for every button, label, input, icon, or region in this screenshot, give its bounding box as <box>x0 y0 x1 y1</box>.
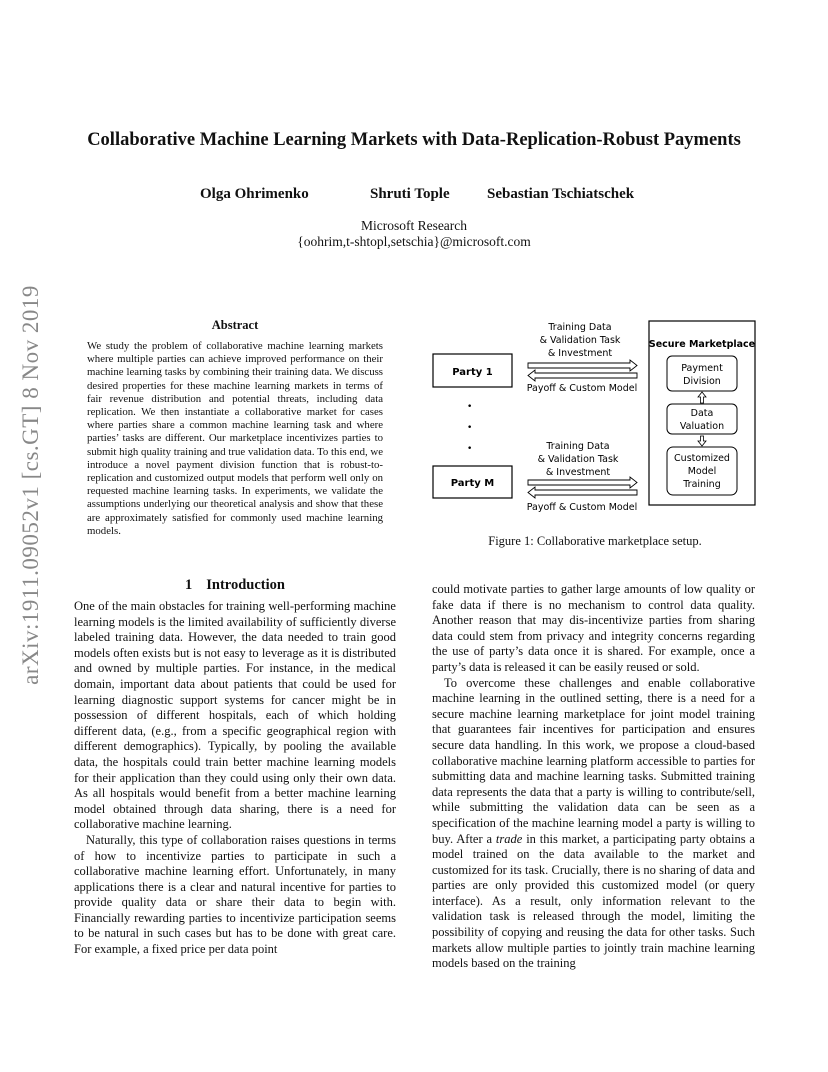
payment-division-line2: Division <box>683 376 721 387</box>
data-valuation-line2: Valuation <box>679 421 725 432</box>
column-left <box>74 599 396 958</box>
payoff-label-1: Payoff & Custom Model <box>526 383 638 394</box>
section-number: 1 <box>185 577 193 593</box>
arrow-to-market-m <box>528 477 637 488</box>
figure-caption: Figure 1: Collaborative marketplace setup. <box>488 534 702 548</box>
data-valuation-line1: Data <box>690 408 714 419</box>
ellipsis-dot-1: • <box>467 402 473 412</box>
send-label-m-line2: & Validation Task <box>537 454 619 465</box>
send-label-m-line1: Training Data <box>546 441 610 452</box>
ellipsis-dot-2: • <box>467 423 473 433</box>
customized-line2: Model <box>687 466 717 477</box>
section-heading <box>74 577 396 594</box>
arrow-to-market-1 <box>528 360 637 371</box>
ellipsis-dot-3: • <box>467 444 473 454</box>
send-label-m-line3: & Investment <box>545 467 611 478</box>
marketplace-diagram <box>430 318 760 528</box>
paragraph-part: in this market, a participating party obtains a model trained on the data available to the market and customized for its task. Crucially, there is no sharing of data and parties are only provided this customized model (or query interface). As a result, only information relevant to the validation task is released through the model, limiting the possibility of copying and reusing the data for other tasks. Such markets allow multiple parties to jointly train machine learning models based on the training <box>432 831 755 971</box>
paragraph <box>432 676 755 972</box>
arxiv-stamp <box>16 285 46 685</box>
paragraph-part: To overcome these challenges and enable collaborative machine learning in the outlined setting, there is a need for a secure machine learning marketplace for joint model training that guarantees fair incentives for participation and ensures secure data handling. In this work, we propose a cloud-based collaborative machine learning platform accessible to parties for submitting data and machine learning tasks. Submitted training data represents the data that a party is willing to contribute/sell, while submitting the validation data can be seen as a specification of the machine learning model a party is willing to buy. After a <box>432 675 755 846</box>
arrow-from-market-1 <box>528 370 637 381</box>
arxiv-id: arXiv:1911.09052v1 [cs.GT] 8 Nov 2019 <box>18 285 43 685</box>
send-label-1-line3: & Investment <box>547 348 613 359</box>
column-right <box>432 582 755 972</box>
paper-title: Collaborative Machine Learning Markets with Data-Replication-Robust Payments <box>87 130 741 150</box>
paragraph: One of the main obstacles for training well-performing machine learning models is the limited availability of sufficiently diverse labeled training data. However, the data needed to train good models often exists but is not easy to leverage as it is distributed and owned by multiple parties. For instance, in the medical domain, important data about patients that could be used for learning diagnostic support systems for cancer might be in possession of different hospitals, each of which holding different data, (e.g., from a specific geographical region with different demographics). Typically, by pooling the available data, the hospitals could train better machine learning models for their application than they could using only their own data. As all hospitals would benefit from a better machine learning model obtained through data sharing, there is a need for collaborative machine learning. <box>74 599 396 832</box>
payoff-label-m: Payoff & Custom Model <box>526 502 638 513</box>
affiliation: Microsoft Research <box>360 218 468 233</box>
figure-1 <box>430 318 760 528</box>
send-label-1-line1: Training Data <box>548 322 612 333</box>
paragraph: Naturally, this type of collaboration raises questions in terms of how to incentivize parties to participate in such a collaborative machine learning effort. Unfortunately, in many applications there is a clear and natural incentive for parties to provide quality data or share their data to begin with. Financially rewarding parties to incentivize participation seems to be natural in such cases but has to be done with great care. For example, a fixed price per data point <box>74 832 396 957</box>
abstract-heading: Abstract <box>211 318 259 332</box>
section-title: Introduction <box>206 577 285 593</box>
emphasis-trade: trade <box>495 831 523 846</box>
customized-line3: Training <box>683 479 721 490</box>
party-m-label: Party M <box>450 478 495 489</box>
abstract-text: We study the problem of collaborative machine learning markets where multiple parties can achieve improved performance on their machine learning tasks by combining their training data. We discuss desired properties for these machine learning markets in terms of fair revenue distribution and potential threats, including data replication. We then instantiate a collaborative market for cases where parties share a common machine learning task and where parties’ tasks are different. Our marketplace incentivizes parties to submit high quality training and true validation data. To this end, we introduce a novel payment division function that is robust-to-replication and customized output models that perform well only on requested machine learning tasks. In experiments, we validate the assumptions underlying our theoretical analysis and show that these are approximately satisfied for commonly used machine learning models. <box>87 340 383 537</box>
payment-division-line1: Payment <box>681 363 723 374</box>
arrow-from-market-m <box>528 487 637 498</box>
affiliation-block <box>264 218 564 250</box>
marketplace-title: Secure Marketplace <box>648 339 756 350</box>
author-1: Olga Ohrimenko <box>200 186 309 202</box>
paragraph: could motivate parties to gather large amounts of low quality or fake data if there is no mechanism to control data quality. Another reason that may dis-incentivize parties from sharing data could stem from privacy and integrity concerns regarding the use of party’s data once it is shared. For example, once a party’s data is released it can be easily reused or sold. <box>432 582 755 674</box>
author-2: Shruti Tople <box>370 186 450 202</box>
customized-line1: Customized <box>674 453 730 464</box>
send-label-1-line2: & Validation Task <box>539 335 621 346</box>
party-1-label: Party 1 <box>452 367 493 378</box>
author-3: Sebastian Tschiatschek <box>487 186 635 202</box>
emails: {oohrim,t-shtopl,setschia}@microsoft.com <box>297 234 531 249</box>
